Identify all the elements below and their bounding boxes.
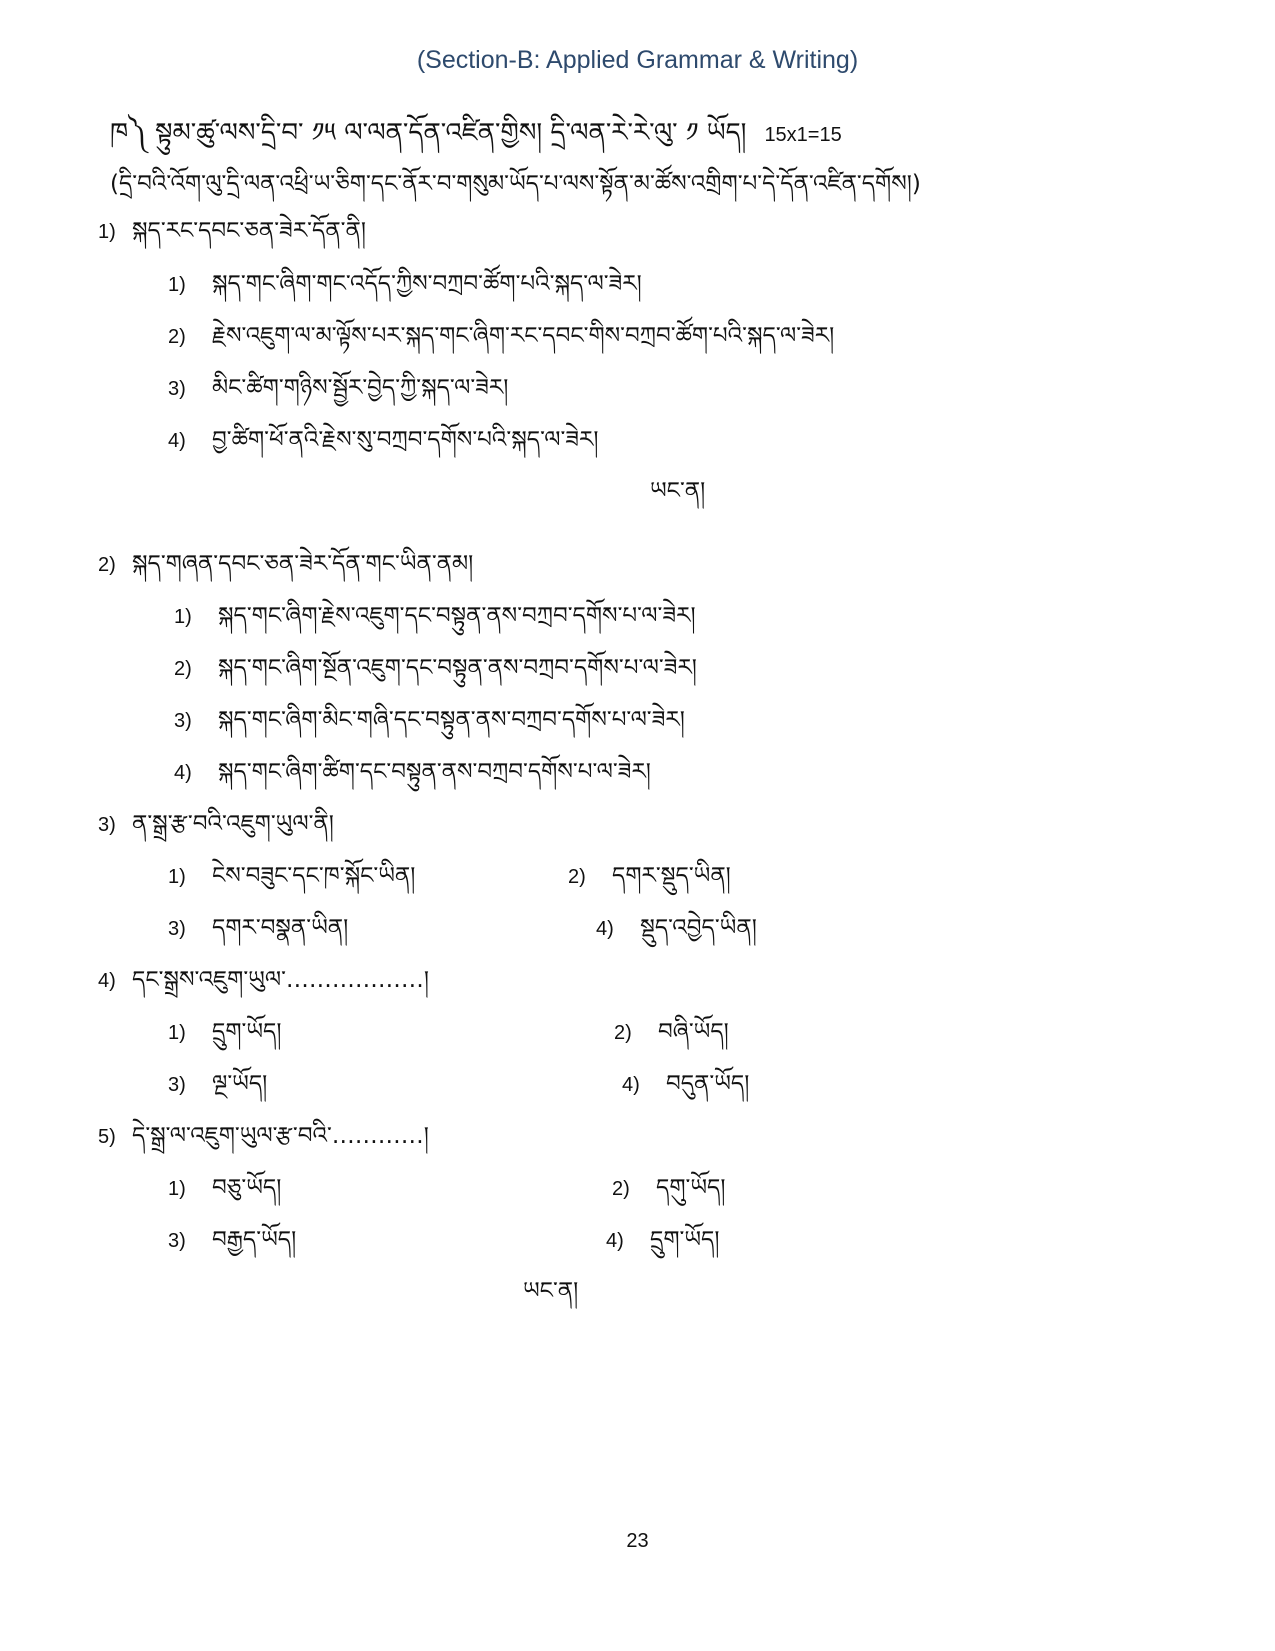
option-text: དགར་སྡུད་ཡིན། [612, 863, 731, 889]
option-text: སྐད་གང་ཞིག་རྗེས་འཇུག་དང་བསྟུན་ནས་བཀྲབ་དགོས་པ་ལ་ཟེར། [218, 603, 696, 629]
option-text: སྐད་གང་ཞིག་སྔོན་འཇུག་དང་བསྟུན་ནས་བཀྲབ་དགོས་པ་ལ་ཟེར། [218, 655, 697, 681]
option-number: 1) [168, 866, 186, 888]
option-number: 2) [174, 658, 192, 680]
option-number: 2) [568, 866, 586, 888]
option-text: བཞི་ཡོད། [658, 1019, 729, 1045]
option-number: 1) [174, 606, 192, 628]
option-number: 4) [622, 1074, 640, 1096]
option-5-3 [168, 1214, 296, 1279]
option-number: 4) [174, 762, 192, 784]
option-text: དྲུག་ཡོད། [650, 1227, 720, 1253]
option-5-4 [606, 1214, 719, 1279]
option-text: སྐད་གང་ཞིག་གང་འདོད་ཀྱིས་བཀྲབ་ཚོག་པའི་སྐད་ལ་ཟེར། [212, 271, 642, 297]
option-text: མིང་ཚིག་གཉིས་སྦྱོར་བྱེད་ཀྱི་སྐད་ལ་ཟེར། [212, 375, 509, 401]
question-number: 1) [98, 221, 116, 243]
option-text: བྱ་ཚིག་ཕོ་ནའི་རྗེས་སུ་བཀྲབ་དགོས་པའི་སྐད་ལ་ཟེར། [212, 427, 599, 453]
question-text: སྐད་རང་དབང་ཅན་ཟེར་དོན་ནི། [132, 218, 366, 244]
option-text: བཅུ་ཡོད། [212, 1175, 282, 1201]
option-number: 3) [168, 918, 186, 940]
question-text: དང་སྒྲས་འཇུག་ཡུལ་………………། [132, 967, 429, 993]
option-number: 1) [168, 274, 186, 296]
or-label: ཡང་ན། [523, 1278, 579, 1304]
option-number: 4) [168, 430, 186, 452]
option-number: 4) [606, 1230, 624, 1252]
question-header-text: ཁ༽ སྟུམ་ཚུ་ལས་དྲི་བ་ ༡༥ ལ་ལན་དོན་འཛིན་གྱིས། དྲི་ལན་རེ་རེ་ལུ་ ༡ ཡོད། [110, 118, 747, 148]
option-text: བརྒྱད་ཡོད། [212, 1227, 297, 1253]
option-text: ལྔ་ཡོད། [212, 1071, 268, 1097]
option-number: 2) [612, 1178, 630, 1200]
option-number: 1) [168, 1178, 186, 1200]
option-text: དགུ་ཡོད། [656, 1175, 726, 1201]
page-number: 23 [626, 1530, 649, 1552]
question-text: ན་སྒྲ་རྩ་བའི་འཇུག་ཡུལ་ནི། [132, 811, 334, 837]
option-text: ངེས་བཟུང་དང་ཁ་སྐོང་ཡིན། [212, 863, 416, 889]
option-text: བདུན་ཡོད། [666, 1071, 750, 1097]
option-text: དྲུག་ཡོད། [212, 1019, 282, 1045]
question-number: 4) [98, 970, 116, 992]
question-text: སྐད་གཞན་དབང་ཅན་ཟེར་དོན་གང་ཡིན་ནམ། [132, 551, 474, 577]
option-number: 1) [168, 1022, 186, 1044]
option-number: 2) [614, 1022, 632, 1044]
marks-label: 15x1=15 [764, 124, 842, 146]
or-label: ཡང་ན། [650, 478, 706, 504]
option-1-4 [168, 414, 599, 479]
option-text: སྐད་གང་ཞིག་མིང་གཞི་དང་བསྟུན་ནས་བཀྲབ་དགོས་པ་ལ་ཟེར། [218, 707, 685, 733]
option-text: སྡུད་འབྱེད་ཡིན། [640, 915, 757, 941]
option-text: སྐད་གང་ཞིག་ཚིག་དང་བསྟུན་ནས་བཀྲབ་དགོས་པ་ལ་ཟེར། [218, 759, 651, 785]
instruction-text: (དྲི་བའི་འོག་ལུ་དྲི་ལན་འཕྲི་ཡ་ཅིག་དང་ནོར་བ་གསུམ་ཡོད་པ་ལས་སྟོན་མ་ཚོས་འགྲིག་པ་དེ་དོན་འཛིན་དགོས།) [110, 171, 921, 197]
question-number: 5) [98, 1126, 116, 1148]
option-number: 3) [168, 1074, 186, 1096]
option-number: 3) [174, 710, 192, 732]
question-number: 3) [98, 814, 116, 836]
option-text: རྗེས་འཇུག་ལ་མ་ལྟོས་པར་སྐད་གང་ཞིག་རང་དབང་གིས་བཀྲབ་ཚོག་པའི་སྐད་ལ་ཟེར། [212, 323, 835, 349]
section-title: (Section-B: Applied Grammar & Writing) [416, 46, 859, 74]
question-number: 2) [98, 554, 116, 576]
option-number: 3) [168, 1230, 186, 1252]
option-4-4 [622, 1058, 749, 1123]
option-number: 3) [168, 378, 186, 400]
option-text: དགར་བསྣན་ཡིན། [212, 915, 349, 941]
option-number: 2) [168, 326, 186, 348]
option-number: 4) [596, 918, 614, 940]
option-3-4 [596, 902, 757, 967]
question-text: དེ་སྒྲ་ལ་འཇུག་ཡུལ་རྩ་བའི་…………། [132, 1123, 429, 1149]
